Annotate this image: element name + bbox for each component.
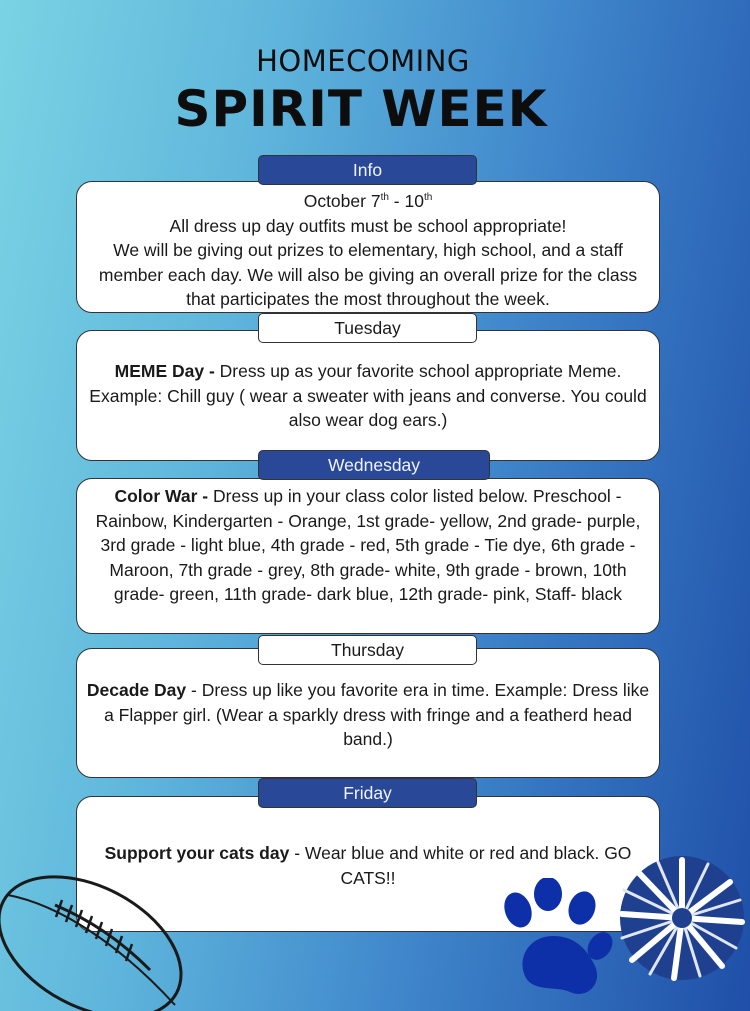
tab-info: Info [258, 155, 477, 185]
tab-wednesday: Wednesday [258, 450, 490, 480]
wednesday-day-name: Color War - [114, 486, 209, 506]
thursday-card [76, 648, 660, 778]
tuesday-card [76, 330, 660, 461]
thursday-description: Decade Day - Dress up like you favorite era in time. Example: Dress like a Flapper girl. (Wear a sparkly dress with fringe and a featherd head band.) [86, 680, 650, 749]
wednesday-description: Color War - Dress up in your class color listed below. Preschool - Rainbow, Kindergarten - Orange, 1st grade- yellow, 2nd grade- purple, 3rd grade - light blue, 4th grade - red, 5th grade - Tie dye, 6th grade - Maroon, 7th grade - grey, 8th grade- white, 9th grade - brown, 10th grade- green, 11th grade- dark blue, 12th grade- pink, Staff- black [95, 486, 641, 604]
tab-tuesday: Tuesday [258, 313, 477, 343]
tuesday-day-name: MEME Day - [114, 361, 215, 381]
football-icon [0, 865, 185, 1011]
page-title: SPIRIT WEEK [174, 80, 548, 138]
info-dates: October 7th - 10th [303, 191, 433, 211]
info-card [76, 181, 660, 313]
tab-thursday: Thursday [258, 635, 477, 665]
friday-day-name: Support your cats day [104, 843, 290, 863]
tuesday-description: MEME Day - Dress up as your favorite school appropriate Meme. Example: Chill guy ( wear a sweater with jeans and converse. You could also wear dog ears.) [89, 361, 647, 430]
friday-description: Support your cats day - Wear blue and white or red and black. GO CATS!! [104, 843, 632, 888]
paw-print-icon [498, 878, 616, 998]
thursday-day-name: Decade Day [86, 680, 187, 700]
pom-pom-icon [610, 852, 750, 982]
info-rule: All dress up day outfits must be school appropriate! [169, 215, 567, 236]
tab-friday: Friday [258, 778, 477, 808]
wednesday-card [76, 478, 660, 634]
page-subtitle: HOMECOMING [256, 44, 470, 78]
info-prizes: We will be giving out prizes to elementary, high school, and a staff member each day. We will also be giving an overall prize for the class that participates the most throughout the week. [98, 240, 638, 309]
